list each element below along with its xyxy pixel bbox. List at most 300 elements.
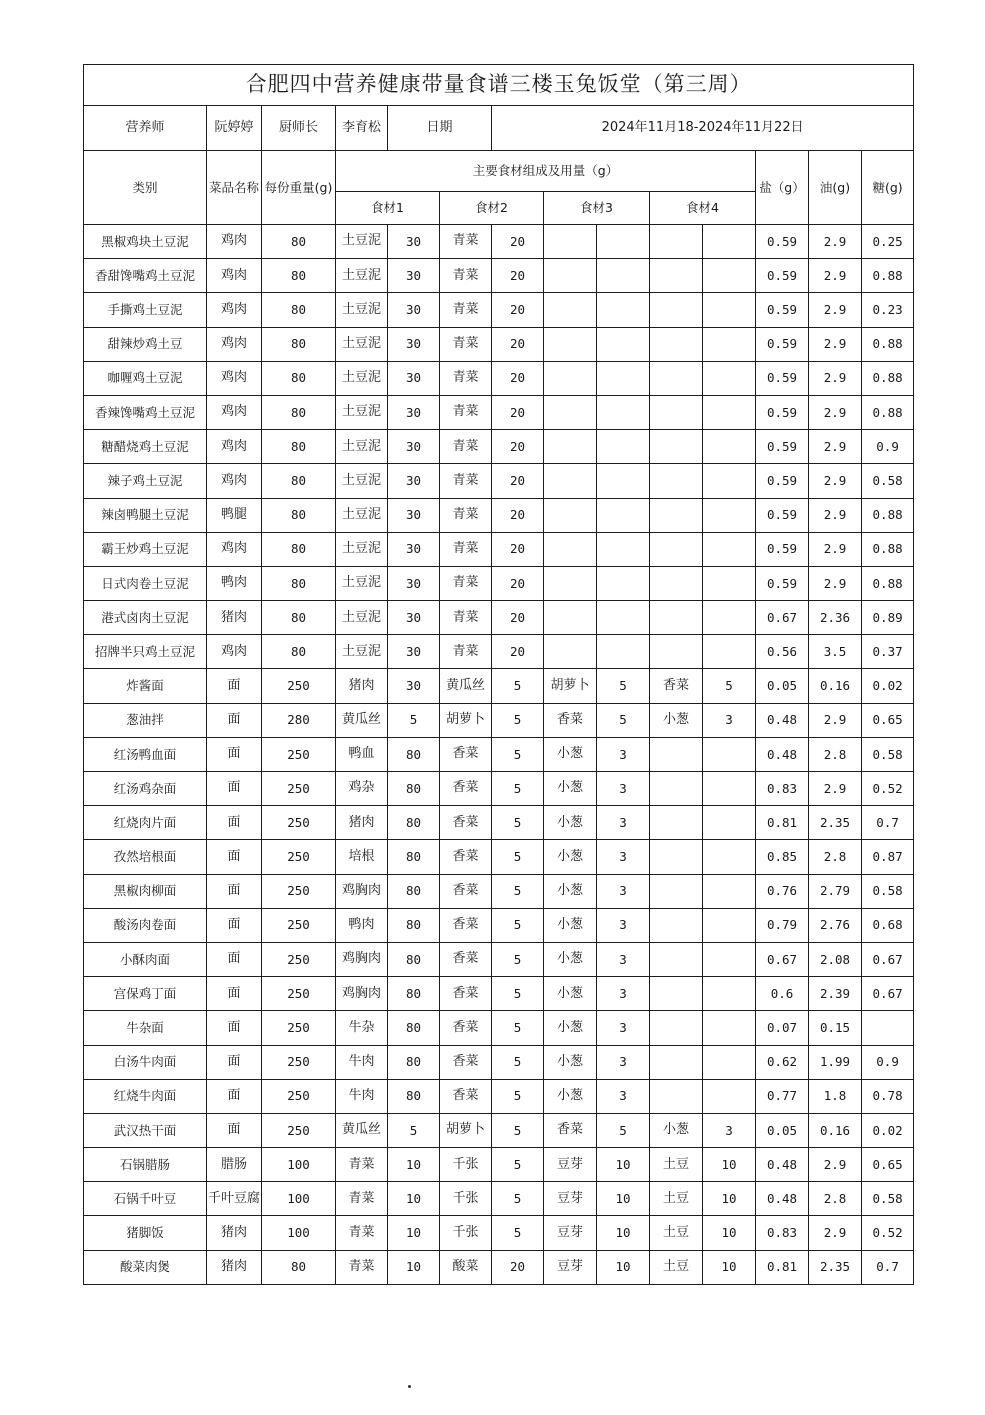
ingredient1-name: 青菜 [336,1182,388,1216]
dish-cell: 鸡肉 [207,464,262,498]
salt-cell: 0.59 [756,566,809,600]
ingredient1-name: 土豆泥 [336,635,388,669]
category-cell: 葱油拌 [84,703,207,737]
ingredient3-name: 小葱 [544,840,597,874]
page-title: 合肥四中营养健康带量食谱三楼玉兔饭堂（第三周） [84,65,914,106]
sugar-cell: 0.7 [862,806,914,840]
salt-cell: 0.77 [756,1079,809,1113]
table-row [84,1182,914,1216]
weight-cell: 80 [262,395,336,429]
ingredient1-name: 土豆泥 [336,395,388,429]
sugar-cell: 0.65 [862,1148,914,1182]
salt-cell: 0.59 [756,361,809,395]
ingredient1-qty: 30 [388,327,440,361]
nutritionist-label: 营养师 [84,106,207,151]
ingredient4-name [650,430,703,464]
staff-row [84,106,914,151]
ingredient4-qty [703,1045,756,1079]
ingredient2-qty: 5 [492,669,544,703]
nutritionist-name: 阮婷婷 [207,106,262,151]
oil-cell: 2.8 [809,737,862,771]
ingredient2-qty: 20 [492,601,544,635]
salt-cell: 0.81 [756,1250,809,1284]
sugar-cell: 0.89 [862,601,914,635]
category-cell: 炸酱面 [84,669,207,703]
weight-cell: 250 [262,908,336,942]
ingredient4-name [650,942,703,976]
ingredient1-name: 鸡杂 [336,772,388,806]
ingredient4-qty: 3 [703,703,756,737]
sugar-cell: 0.58 [862,737,914,771]
ingredient4-qty [703,225,756,259]
ingredient4-qty [703,942,756,976]
salt-cell: 0.67 [756,942,809,976]
ingredient2-qty: 20 [492,635,544,669]
category-cell: 霸王炒鸡土豆泥 [84,532,207,566]
ingredient4-qty [703,806,756,840]
table-row [84,1045,914,1079]
oil-header: 油(g) [809,151,862,225]
ingredient2-qty: 5 [492,1113,544,1147]
table-row [84,293,914,327]
dish-cell: 鸡肉 [207,395,262,429]
ingredient3-qty: 3 [597,1079,650,1113]
ingredient2-qty: 5 [492,1182,544,1216]
category-cell: 武汉热干面 [84,1113,207,1147]
ingredient1-name: 牛杂 [336,1011,388,1045]
ingredient1-name: 青菜 [336,1250,388,1284]
ingredient2-name: 香菜 [440,772,492,806]
ingredient3-qty [597,532,650,566]
ingredient3-name [544,361,597,395]
sugar-cell: 0.78 [862,1079,914,1113]
table-row [84,977,914,1011]
ingredient1-name: 土豆泥 [336,601,388,635]
sugar-cell: 0.58 [862,464,914,498]
weight-cell: 80 [262,635,336,669]
ingredient1-qty: 30 [388,430,440,464]
ingredient3-qty [597,293,650,327]
ingredient2-name: 香菜 [440,908,492,942]
menu-table [83,64,914,1285]
ingredient3-qty: 3 [597,1011,650,1045]
dish-cell: 面 [207,772,262,806]
ingredient3-name [544,327,597,361]
ingredient2-name: 香菜 [440,1079,492,1113]
ingredient2-qty: 5 [492,942,544,976]
ingredient1-qty: 30 [388,259,440,293]
ingredient3-name [544,601,597,635]
ingredient3-qty: 10 [597,1182,650,1216]
ingredient1-qty: 30 [388,532,440,566]
table-row [84,566,914,600]
category-cell: 红汤鸡杂面 [84,772,207,806]
ingredient4-name [650,532,703,566]
weight-cell: 80 [262,361,336,395]
dish-cell: 猪肉 [207,1216,262,1250]
weight-cell: 80 [262,464,336,498]
salt-cell: 0.67 [756,601,809,635]
ingredient1-name: 培根 [336,840,388,874]
table-row [84,225,914,259]
ingredient3-qty: 5 [597,669,650,703]
ingredient1-name: 土豆泥 [336,259,388,293]
ingredient4-name [650,566,703,600]
ingredient1-name: 鸭肉 [336,908,388,942]
ingredient4-qty: 10 [703,1182,756,1216]
ingredient1-name: 土豆泥 [336,498,388,532]
ingredient3-name [544,395,597,429]
ingredient3-qty [597,498,650,532]
ingredient1-qty: 30 [388,669,440,703]
ingredient4-qty [703,293,756,327]
date-label: 日期 [388,106,492,151]
ingredient1-qty: 5 [388,1113,440,1147]
ingredient4-name [650,806,703,840]
category-cell: 酸汤肉卷面 [84,908,207,942]
oil-cell: 2.9 [809,259,862,293]
weight-cell: 250 [262,1079,336,1113]
ingredient1-qty: 80 [388,977,440,1011]
weight-cell: 250 [262,840,336,874]
dish-cell: 鸡肉 [207,225,262,259]
ingredient4-qty [703,772,756,806]
ingredient4-name: 香菜 [650,669,703,703]
ingredient4-name [650,361,703,395]
dish-cell: 面 [207,669,262,703]
ingredient2-name: 青菜 [440,601,492,635]
table-row [84,1079,914,1113]
category-cell: 日式肉卷土豆泥 [84,566,207,600]
oil-cell: 2.9 [809,395,862,429]
table-row [84,327,914,361]
ingredient3-qty [597,566,650,600]
sugar-cell: 0.88 [862,532,914,566]
salt-cell: 0.76 [756,874,809,908]
ingredient3-name: 香菜 [544,1113,597,1147]
ingredient2-name: 青菜 [440,532,492,566]
salt-cell: 0.59 [756,430,809,464]
dish-cell: 面 [207,977,262,1011]
sugar-cell: 0.67 [862,942,914,976]
ingredient4-name: 小葱 [650,703,703,737]
ingredient3-qty: 5 [597,1113,650,1147]
ingredient4-name [650,464,703,498]
ingredient1-name: 青菜 [336,1216,388,1250]
dish-cell: 面 [207,806,262,840]
ingredient3-name: 小葱 [544,1045,597,1079]
weight-cell: 250 [262,942,336,976]
ingredient1-qty: 80 [388,737,440,771]
ingredient4-qty [703,259,756,293]
ingredient1-qty: 30 [388,395,440,429]
ingredient4-qty [703,908,756,942]
dish-cell: 鸡肉 [207,635,262,669]
category-cell: 牛杂面 [84,1011,207,1045]
ingredient1-header: 食材1 [336,192,440,225]
ingredient1-qty: 80 [388,806,440,840]
ingredient4-qty [703,840,756,874]
sugar-cell: 0.87 [862,840,914,874]
table-row [84,737,914,771]
category-header: 类别 [84,151,207,225]
oil-cell: 2.36 [809,601,862,635]
ingredient4-name [650,908,703,942]
ingredient3-name: 豆芽 [544,1148,597,1182]
ingredient3-name: 小葱 [544,977,597,1011]
salt-cell: 0.05 [756,669,809,703]
category-cell: 酸菜肉煲 [84,1250,207,1284]
ingredient3-name: 香菜 [544,703,597,737]
portion-weight-header: 每份重量(g) [262,151,336,225]
ingredient2-qty: 5 [492,1045,544,1079]
ingredient2-name: 胡萝卜 [440,1113,492,1147]
ingredient3-qty: 3 [597,977,650,1011]
weight-cell: 280 [262,703,336,737]
weight-cell: 250 [262,1113,336,1147]
ingredient3-qty: 10 [597,1216,650,1250]
ingredient2-name: 青菜 [440,395,492,429]
ingredient4-name [650,293,703,327]
ingredient3-qty: 5 [597,703,650,737]
oil-cell: 2.35 [809,1250,862,1284]
ingredient3-name [544,635,597,669]
ingredient3-qty [597,327,650,361]
oil-cell: 2.9 [809,361,862,395]
ingredient3-name: 小葱 [544,1079,597,1113]
category-cell: 宫保鸡丁面 [84,977,207,1011]
ingredient4-qty: 10 [703,1250,756,1284]
ingredient3-qty: 3 [597,806,650,840]
table-row [84,1216,914,1250]
sugar-cell: 0.02 [862,669,914,703]
ingredient4-name [650,874,703,908]
ingredient3-qty: 3 [597,772,650,806]
oil-cell: 2.9 [809,225,862,259]
weight-cell: 250 [262,772,336,806]
ingredient1-name: 土豆泥 [336,464,388,498]
ingredient4-name [650,601,703,635]
dish-cell: 面 [207,1011,262,1045]
table-row [84,874,914,908]
ingredient2-name: 千张 [440,1182,492,1216]
category-cell: 香辣馋嘴鸡土豆泥 [84,395,207,429]
salt-cell: 0.83 [756,772,809,806]
table-row [84,669,914,703]
ingredient4-name [650,327,703,361]
ingredient4-name [650,977,703,1011]
ingredient2-name: 千张 [440,1216,492,1250]
salt-cell: 0.48 [756,1182,809,1216]
header-row-1 [84,151,914,192]
sugar-header: 糖(g) [862,151,914,225]
ingredient4-header: 食材4 [650,192,756,225]
ingredient1-name: 土豆泥 [336,293,388,327]
category-cell: 糖醋烧鸡土豆泥 [84,430,207,464]
dish-cell: 面 [207,1079,262,1113]
ingredient2-qty: 5 [492,1011,544,1045]
dish-cell: 鸡肉 [207,293,262,327]
ingredient2-qty: 5 [492,703,544,737]
ingredient2-qty: 20 [492,566,544,600]
date-value: 2024年11月18-2024年11月22日 [492,106,914,151]
ingredient2-name: 青菜 [440,361,492,395]
ingredient4-qty: 3 [703,1113,756,1147]
salt-cell: 0.85 [756,840,809,874]
ingredient2-name: 青菜 [440,225,492,259]
ingredient3-name: 胡萝卜 [544,669,597,703]
category-cell: 港式卤肉土豆泥 [84,601,207,635]
category-cell: 白汤牛肉面 [84,1045,207,1079]
dish-cell: 鸭腿 [207,498,262,532]
dish-cell: 面 [207,840,262,874]
category-cell: 黑椒鸡块土豆泥 [84,225,207,259]
ingredient1-qty: 30 [388,225,440,259]
category-cell: 红烧牛肉面 [84,1079,207,1113]
ingredient1-qty: 80 [388,874,440,908]
salt-cell: 0.62 [756,1045,809,1079]
salt-cell: 0.83 [756,1216,809,1250]
ingredient3-qty [597,259,650,293]
ingredient3-qty: 10 [597,1250,650,1284]
ingredient4-qty [703,737,756,771]
dish-cell: 面 [207,737,262,771]
sugar-cell: 0.58 [862,1182,914,1216]
weight-cell: 250 [262,737,336,771]
salt-cell: 0.05 [756,1113,809,1147]
oil-cell: 2.9 [809,1216,862,1250]
ingredient4-name: 小葱 [650,1113,703,1147]
oil-cell: 2.9 [809,498,862,532]
ingredient2-name: 青菜 [440,327,492,361]
weight-cell: 250 [262,669,336,703]
ingredient4-name [650,1045,703,1079]
ingredient3-header: 食材3 [544,192,650,225]
weight-cell: 80 [262,566,336,600]
ingredient3-qty [597,430,650,464]
ingredient4-qty [703,430,756,464]
dish-cell: 鸡肉 [207,430,262,464]
table-row [84,840,914,874]
ingredient3-name [544,566,597,600]
ingredient2-name: 青菜 [440,293,492,327]
ingredient1-qty: 10 [388,1182,440,1216]
ingredient3-qty: 3 [597,840,650,874]
ingredient2-qty: 20 [492,532,544,566]
ingredient3-name: 豆芽 [544,1182,597,1216]
salt-cell: 0.59 [756,293,809,327]
ingredient4-qty [703,327,756,361]
ingredient1-name: 黄瓜丝 [336,703,388,737]
ingredient1-name: 鸡胸肉 [336,874,388,908]
ingredient1-qty: 30 [388,601,440,635]
ingredient4-qty [703,635,756,669]
ingredient2-qty: 20 [492,1250,544,1284]
ingredient2-name: 香菜 [440,977,492,1011]
salt-cell: 0.07 [756,1011,809,1045]
ingredient2-qty: 5 [492,840,544,874]
category-cell: 咖喱鸡土豆泥 [84,361,207,395]
weight-cell: 100 [262,1182,336,1216]
sugar-cell: 0.88 [862,259,914,293]
ingredient3-qty [597,395,650,429]
ingredient1-qty: 80 [388,908,440,942]
weight-cell: 100 [262,1216,336,1250]
table-row [84,1113,914,1147]
dish-cell: 鸡肉 [207,361,262,395]
oil-cell: 2.9 [809,703,862,737]
ingredient1-qty: 80 [388,1011,440,1045]
title-row [84,65,914,106]
oil-cell: 2.9 [809,772,862,806]
dish-cell: 面 [207,703,262,737]
salt-cell: 0.59 [756,225,809,259]
ingredient4-qty [703,1011,756,1045]
ingredient2-name: 青菜 [440,498,492,532]
salt-cell: 0.59 [756,532,809,566]
ingredient3-qty: 3 [597,1045,650,1079]
ingredient1-name: 猪肉 [336,806,388,840]
ingredient2-name: 黄瓜丝 [440,669,492,703]
sugar-cell: 0.9 [862,430,914,464]
ingredient2-qty: 5 [492,1148,544,1182]
ingredient4-name [650,840,703,874]
salt-cell: 0.48 [756,1148,809,1182]
ingredient2-name: 香菜 [440,1011,492,1045]
category-cell: 香甜馋嘴鸡土豆泥 [84,259,207,293]
ingredient2-name: 胡萝卜 [440,703,492,737]
salt-cell: 0.59 [756,498,809,532]
oil-cell: 2.8 [809,840,862,874]
salt-cell: 0.48 [756,703,809,737]
table-row [84,1250,914,1284]
dish-cell: 面 [207,942,262,976]
ingredient2-qty: 5 [492,908,544,942]
table-row [84,464,914,498]
ingredient1-qty: 30 [388,361,440,395]
table-row [84,942,914,976]
ingredient4-qty: 10 [703,1216,756,1250]
category-cell: 手撕鸡土豆泥 [84,293,207,327]
ingredient1-qty: 5 [388,703,440,737]
ingredient2-name: 香菜 [440,806,492,840]
ingredient2-name: 青菜 [440,430,492,464]
category-cell: 甜辣炒鸡土豆 [84,327,207,361]
ingredient2-qty: 20 [492,225,544,259]
ingredient2-qty: 5 [492,806,544,840]
ingredient1-name: 鸡胸肉 [336,942,388,976]
ingredient4-name: 土豆 [650,1250,703,1284]
oil-cell: 2.9 [809,327,862,361]
ingredient4-qty [703,874,756,908]
salt-cell: 0.6 [756,977,809,1011]
table-row [84,1011,914,1045]
oil-cell: 0.16 [809,1113,862,1147]
salt-cell: 0.48 [756,737,809,771]
salt-cell: 0.56 [756,635,809,669]
category-cell: 石锅腊肠 [84,1148,207,1182]
main-ingredients-header: 主要食材组成及用量（g） [336,151,756,192]
category-cell: 猪脚饭 [84,1216,207,1250]
ingredient4-name: 土豆 [650,1182,703,1216]
sugar-cell: 0.37 [862,635,914,669]
ingredient1-qty: 80 [388,840,440,874]
ingredient4-name [650,498,703,532]
ingredient1-name: 青菜 [336,1148,388,1182]
weight-cell: 80 [262,259,336,293]
sugar-cell: 0.88 [862,327,914,361]
dish-cell: 鸡肉 [207,327,262,361]
